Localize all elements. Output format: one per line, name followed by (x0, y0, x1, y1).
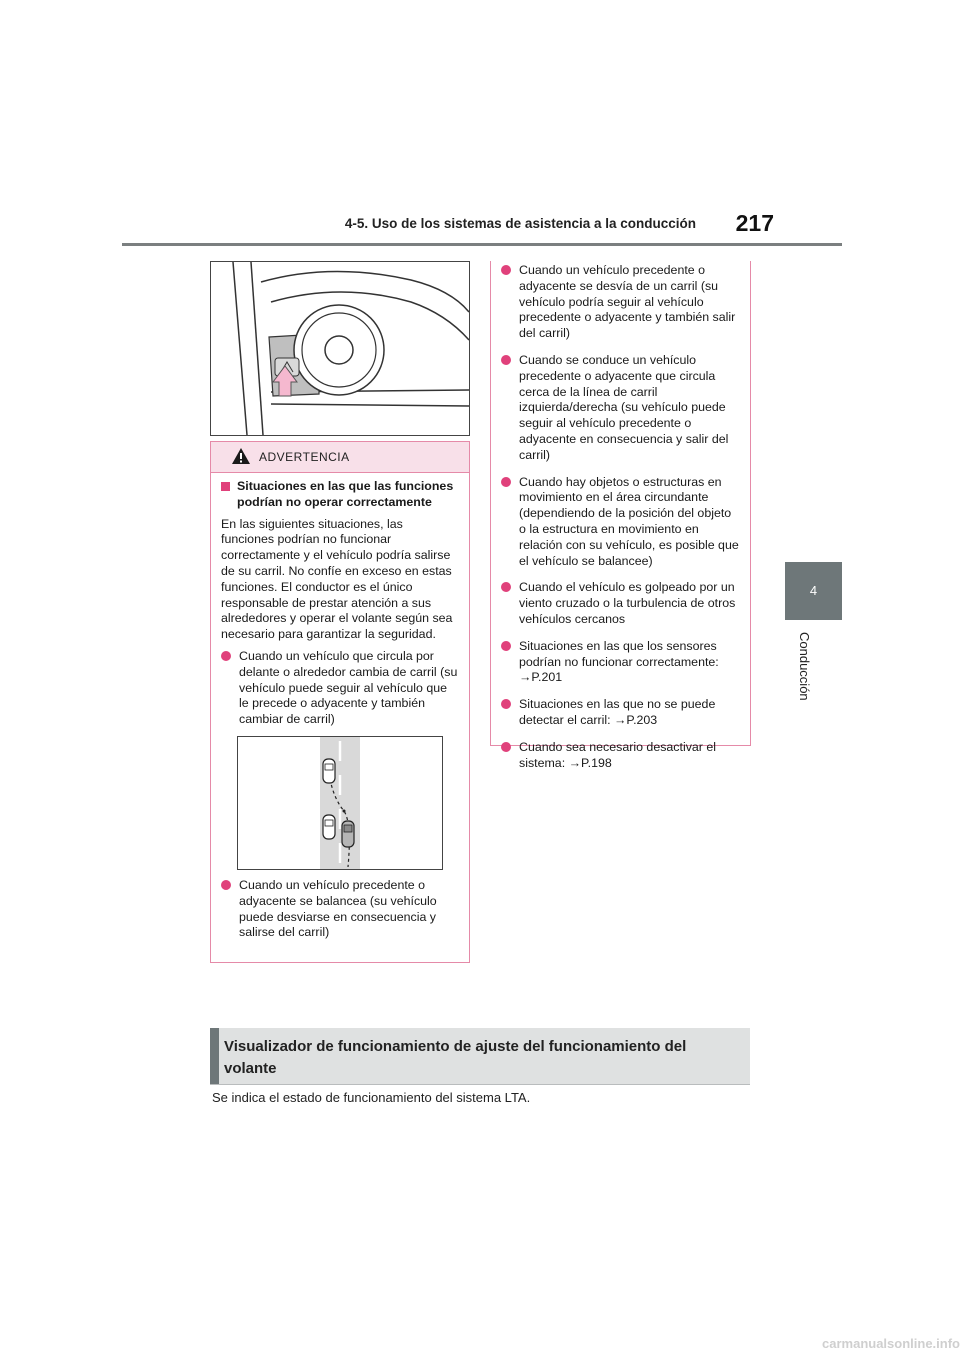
section-heading (210, 1028, 750, 1085)
list-item: Cuando el vehículo es golpeado por un viento cruzado o la turbulencia de otros vehículos cercanos (501, 580, 740, 627)
list-item: Cuando sea necesario desactivar el sistema: →P.198 (501, 740, 740, 772)
circle-bullet-icon (221, 651, 231, 661)
circle-bullet-icon (221, 880, 231, 890)
circle-bullet-icon (501, 641, 511, 651)
warning-content (211, 473, 469, 941)
circle-bullet-icon (501, 477, 511, 487)
warning-title: ADVERTENCIA (259, 450, 350, 464)
header-divider (122, 243, 842, 246)
circle-bullet-icon (501, 742, 511, 752)
circle-bullet-icon (501, 582, 511, 592)
warning-intro: En las siguientes situaciones, las funciones podrían no funcionar correctamente y el vehículo podría salirse de su carril. No confíe en exceso en estas funciones. El conductor es el único responsable de prestar atención a sus alrededores y operar el volante según sea necesario para garantizar la seguridad. (221, 516, 453, 642)
warning-content-continued (491, 261, 750, 771)
warning-box-continued (490, 261, 751, 770)
warning-header (211, 442, 469, 473)
list-item: Cuando un vehículo precedente o adyacente se desvía de un carril (su vehículo podría seguir al vehículo precedente o adyacente y también salir del carril) (501, 263, 740, 342)
warning-box (210, 441, 470, 963)
chapter-tab: 4 (785, 562, 842, 620)
circle-bullet-icon (501, 699, 511, 709)
footer-watermark: carmanualsonline.info (822, 1336, 960, 1351)
heading-accent-bar (210, 1028, 219, 1084)
warning-subheading: Situaciones en las que las funciones podrían no operar correctamente (221, 479, 459, 511)
chapter-label: Conducción (797, 632, 812, 701)
circle-bullet-icon (501, 355, 511, 365)
list-item: Cuando se conduce un vehículo precedente o adyacente que circula cerca de la línea de carril izquierda/derecha (su vehículo puede seguir al vehículo precedente o adyacente en consecuencia y salir del carril) (501, 353, 740, 464)
warning-icon (231, 447, 251, 465)
list-item: Situaciones en las que los sensores podrían no funcionar correctamente: →P.201 (501, 639, 740, 686)
list-item: Situaciones en las que no se puede detectar el carril: →P.203 (501, 697, 740, 729)
list-item: Cuando hay objetos o estructuras en movimiento en el área circundante (dependiendo de la posición del objeto o la estructura en movimiento en relación con su vehículo, es posible que el vehículo se balancee) (501, 475, 740, 570)
lane-diagram (238, 737, 442, 869)
circle-bullet-icon (501, 265, 511, 275)
section-title: 4-5. Uso de los sistemas de asistencia a la conducción (344, 216, 696, 231)
page-number: 217 (735, 210, 774, 236)
steering-wheel-illustration (210, 261, 470, 436)
lane-change-illustration (237, 736, 443, 870)
square-bullet-icon (221, 482, 230, 491)
steering-wheel-drawing (211, 262, 469, 435)
section-body: Se indica el estado de funcionamiento del sistema LTA. (212, 1090, 531, 1105)
section-heading-text: Visualizador de funcionamiento de ajuste del funcionamiento del volante (224, 1038, 687, 1077)
list-item: Cuando un vehículo precedente o adyacente se balancea (su vehículo puede desviarse en consecuencia y salirse del carril) (221, 878, 459, 941)
list-item: Cuando un vehículo que circula por delante o alrededor cambia de carril (su vehículo puede seguir al vehículo que le precede o adyacente y también cambiar de carril) (221, 649, 459, 728)
